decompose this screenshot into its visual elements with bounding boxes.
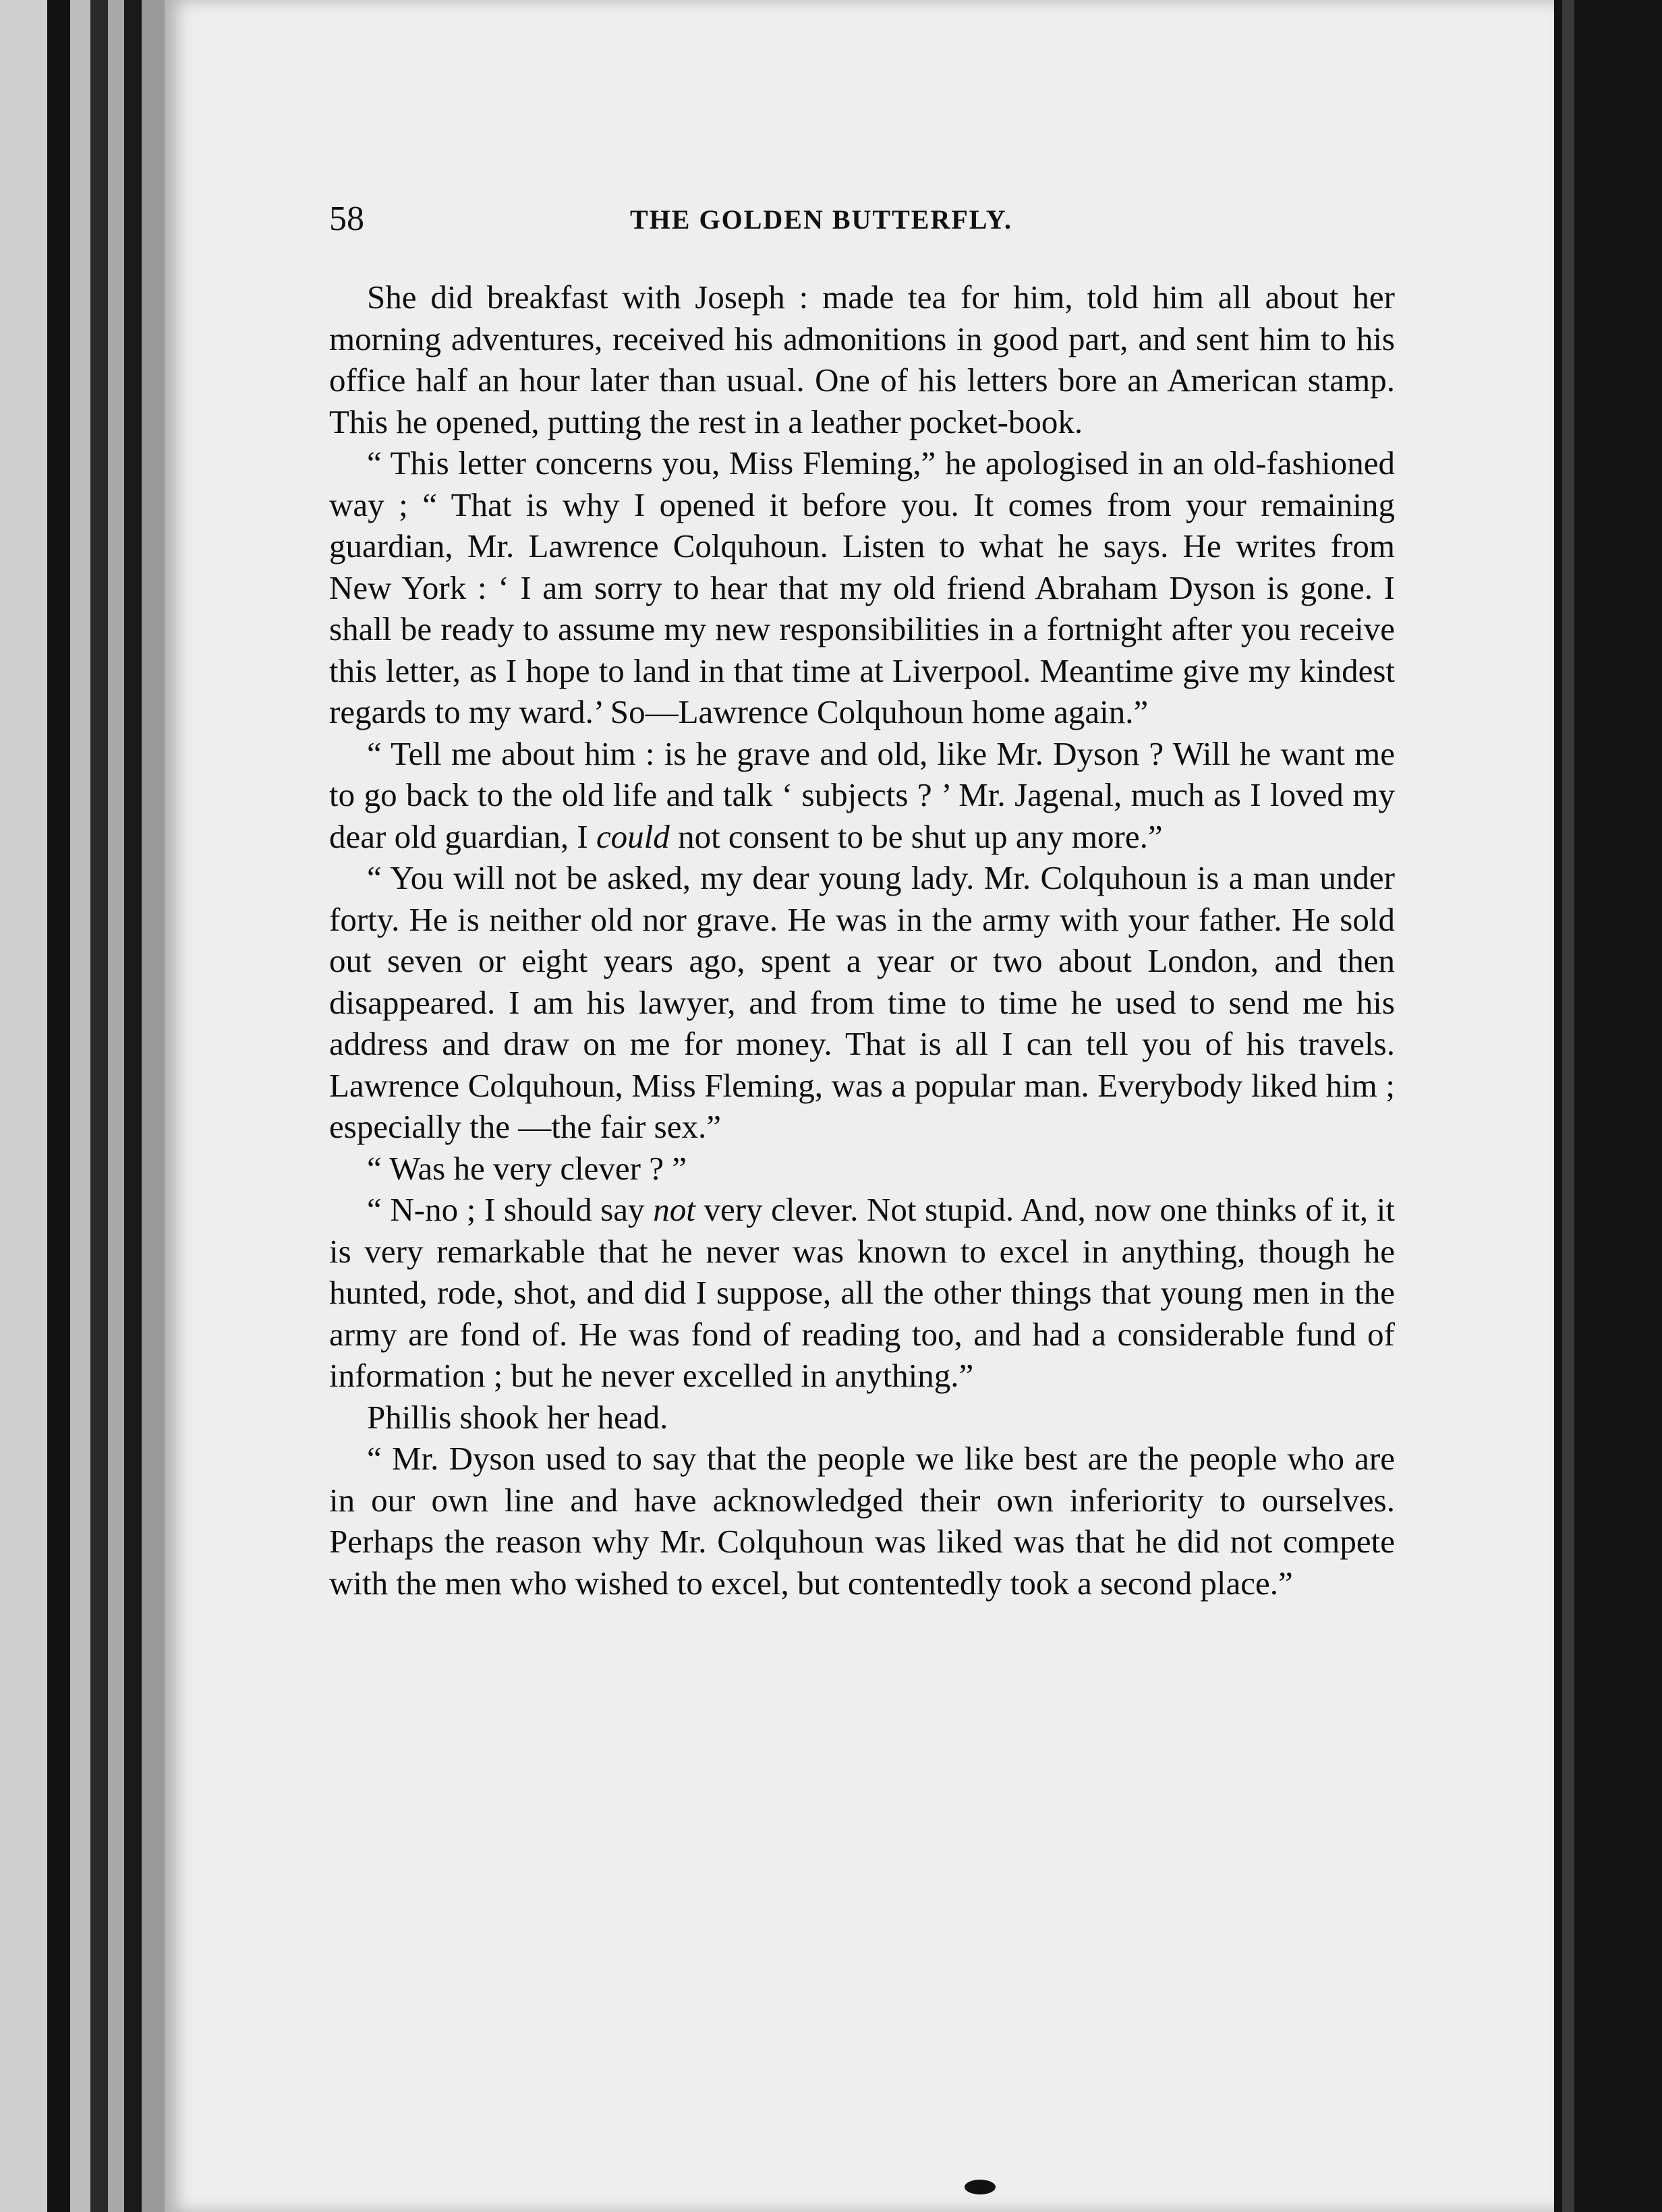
binding-strip — [0, 0, 47, 2212]
running-head — [165, 196, 1406, 250]
ink-blot — [965, 2180, 996, 2194]
binding-strip — [90, 0, 108, 2212]
paragraph-text: “ N-no ; I should say — [367, 1191, 645, 1228]
page-edge-line — [1562, 0, 1574, 2212]
paragraph: “ You will not be asked, my dear young lady. Mr. Colquhoun is a man under forty. He is neither old nor grave. He was in the army with your father. He sold out seven or eight years ago, spent a year or two about London, and then disappeared. I am his lawyer, and from time to time he used to send me his address and draw on me for money. That is all I can tell you of his travels. Lawrence Colquhoun, Miss Fleming, was a popular man. Everybody liked him ; especially the —the fair sex.” — [329, 859, 1395, 1145]
paragraph: “ Mr. Dyson used to say that the people we like best are the people who are in our own line and have acknowledged their own inferiority to ourselves. Perhaps the reason why Mr. Colquhoun was liked was that he did not compete with the men who wished to excel, but contentedly took a second place.” — [329, 1440, 1395, 1602]
body-text — [329, 276, 1395, 1604]
binding-strip — [70, 0, 90, 2212]
paragraph-text: “ Tell me about him : is he grave and old, like Mr. Dyson ? Will he want me to go back to the old life and talk ‘ subjects ? ’ Mr. Jagenal, much as I loved my dear old guardian, I — [329, 734, 1395, 855]
paragraph: “ Was he very clever ? ” — [367, 1149, 687, 1187]
paragraph — [329, 1189, 1395, 1397]
binding-strip — [142, 0, 165, 2212]
italic-word: not — [653, 1191, 695, 1228]
italic-word: could — [596, 817, 670, 855]
running-title: THE GOLDEN BUTTERFLY. — [630, 204, 1012, 235]
paragraph: She did breakfast with Joseph : made tea for him, told him all about her morning adventures, received his admonitions in good part, and sent him to his office half an hour later than usual. One of his letters bore an American stamp. This he opened, putting the rest in a leather pocket-book. — [329, 279, 1395, 440]
page-number: 58 — [329, 200, 364, 238]
paragraph-text: not consent to be shut up any more.” — [669, 817, 1163, 855]
binding-strip — [124, 0, 142, 2212]
paragraph — [329, 733, 1395, 858]
binding-strip — [108, 0, 124, 2212]
paragraph: “ This letter concerns you, Miss Fleming,” he apologised in an old-fashioned way ; “ That is why I opened it before you. It comes from your remaining guardian, Mr. Lawrence Colquhoun. Listen to what he says. He writes from New York : ‘ I am sorry to hear that my old friend Abraham Dyson is gone. I shall be ready to assume my new responsibilities in a fortnight after you receive this letter, as I hope to land in that time at Liverpool. Meantime give my kindest regards to my ward.’ So—Lawrence Colquhoun home again.” — [329, 444, 1395, 730]
paragraph: Phillis shook her head. — [367, 1398, 668, 1436]
paragraph-text: very clever. Not stupid. And, now one thinks of it, it is very remarkable that he never was known to excel in anything, though he hunted, rode, shot, and did I suppose, all the other things that young men in the army are fond of. He was fond of reading too, and had a considerable fund of information ; but he never excelled in anything.” — [329, 1191, 1395, 1394]
binding-strip — [47, 0, 70, 2212]
